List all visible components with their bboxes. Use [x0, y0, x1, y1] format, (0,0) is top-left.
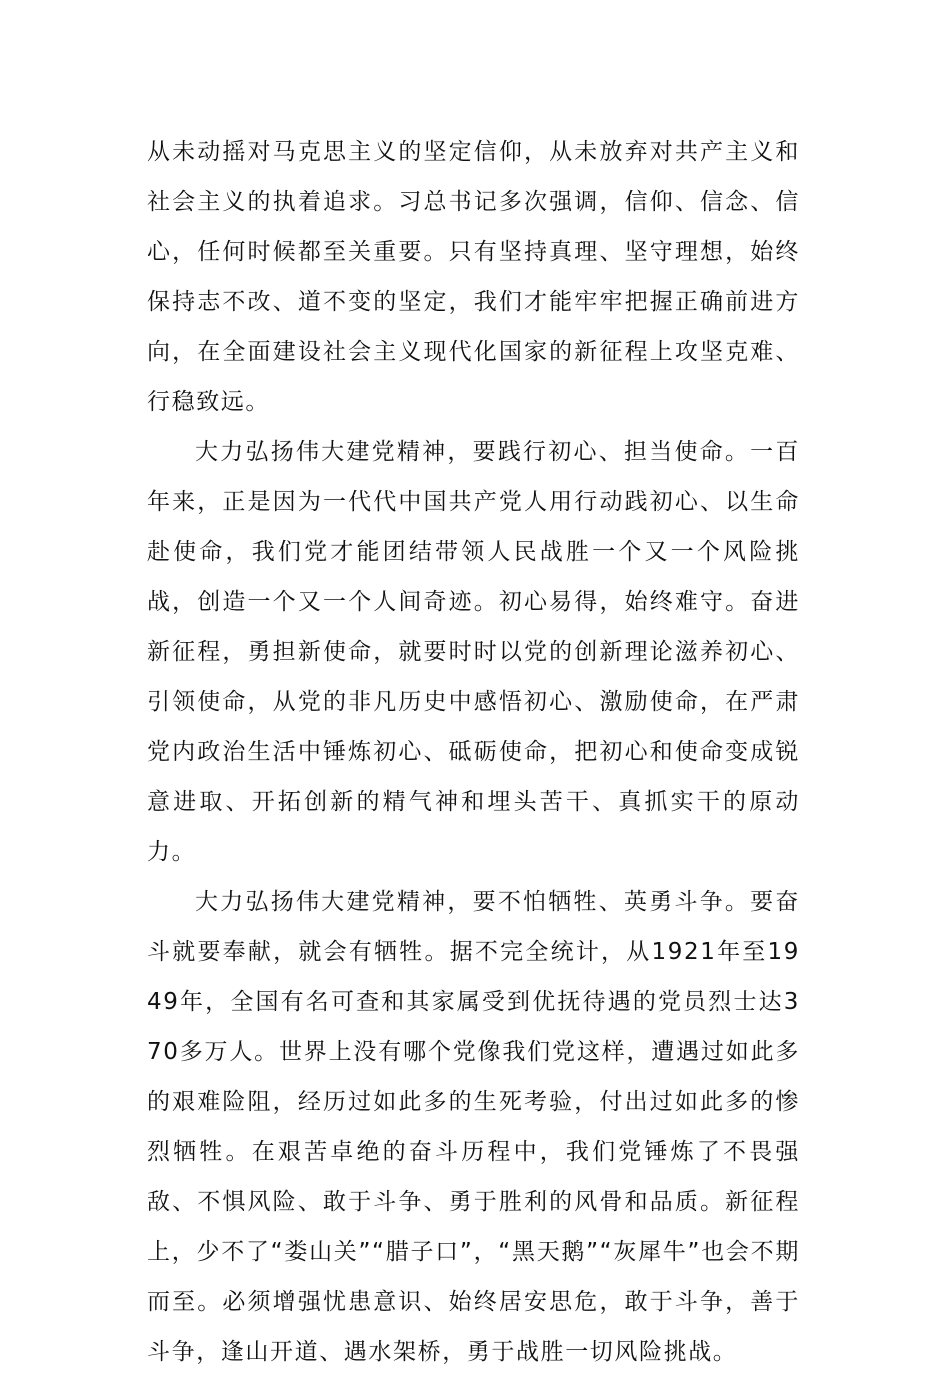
paragraph-sacrifice: 大力弘扬伟大建党精神，要不怕牺牲、英勇斗争。要奋斗就要奉献，就会有牺牲。据不完全统计，从1921年至1949年，全国有名可查和其家属受到优抚待遇的党员烈士达370多万人。世界上没有哪个党像我们党这样，遭遇过如此多的艰难险阻，经历过如此多的生死考验，付出过如此多的惨烈牺牲。在艰苦卓绝的奋斗历程中，我们党锤炼了不畏强敌、不惧风险、敢于斗争、勇于胜利的风骨和品质。新征程上，少不了“娄山关”“腊子口”，“黑天鹅”“灰犀牛”也会不期而至。必须增强忧患意识、始终居安思危，敢于斗争，善于斗争，逢山开道、遇水架桥，勇于战胜一切风险挑战。 — [147, 889, 800, 1365]
paragraph-continuation: 从未动摇对马克思主义的坚定信仰，从未放弃对共产主义和社会主义的执着追求。习总书记多次强调，信仰、信念、信心，任何时候都至关重要。只有坚持真理、坚守理想，始终保持志不改、道不变的坚定，我们才能牢牢把握正确前进方向，在全面建设社会主义现代化国家的新征程上攻坚克难、行稳致远。 — [147, 139, 800, 415]
paragraph-mission: 大力弘扬伟大建党精神，要践行初心、担当使命。一百年来，正是因为一代代中国共产党人用行动践初心、以生命赴使命，我们党才能团结带领人民战胜一个又一个风险挑战，创造一个又一个人间奇迹。初心易得，始终难守。奋进新征程，勇担新使命，就要时时以党的创新理论滋养初心、引领使命，从党的非凡历史中感悟初心、激励使命，在严肃党内政治生活中锤炼初心、砥砺使命，把初心和使命变成锐意进取、开拓创新的精气神和埋头苦干、真抓实干的原动力。 — [147, 439, 800, 865]
